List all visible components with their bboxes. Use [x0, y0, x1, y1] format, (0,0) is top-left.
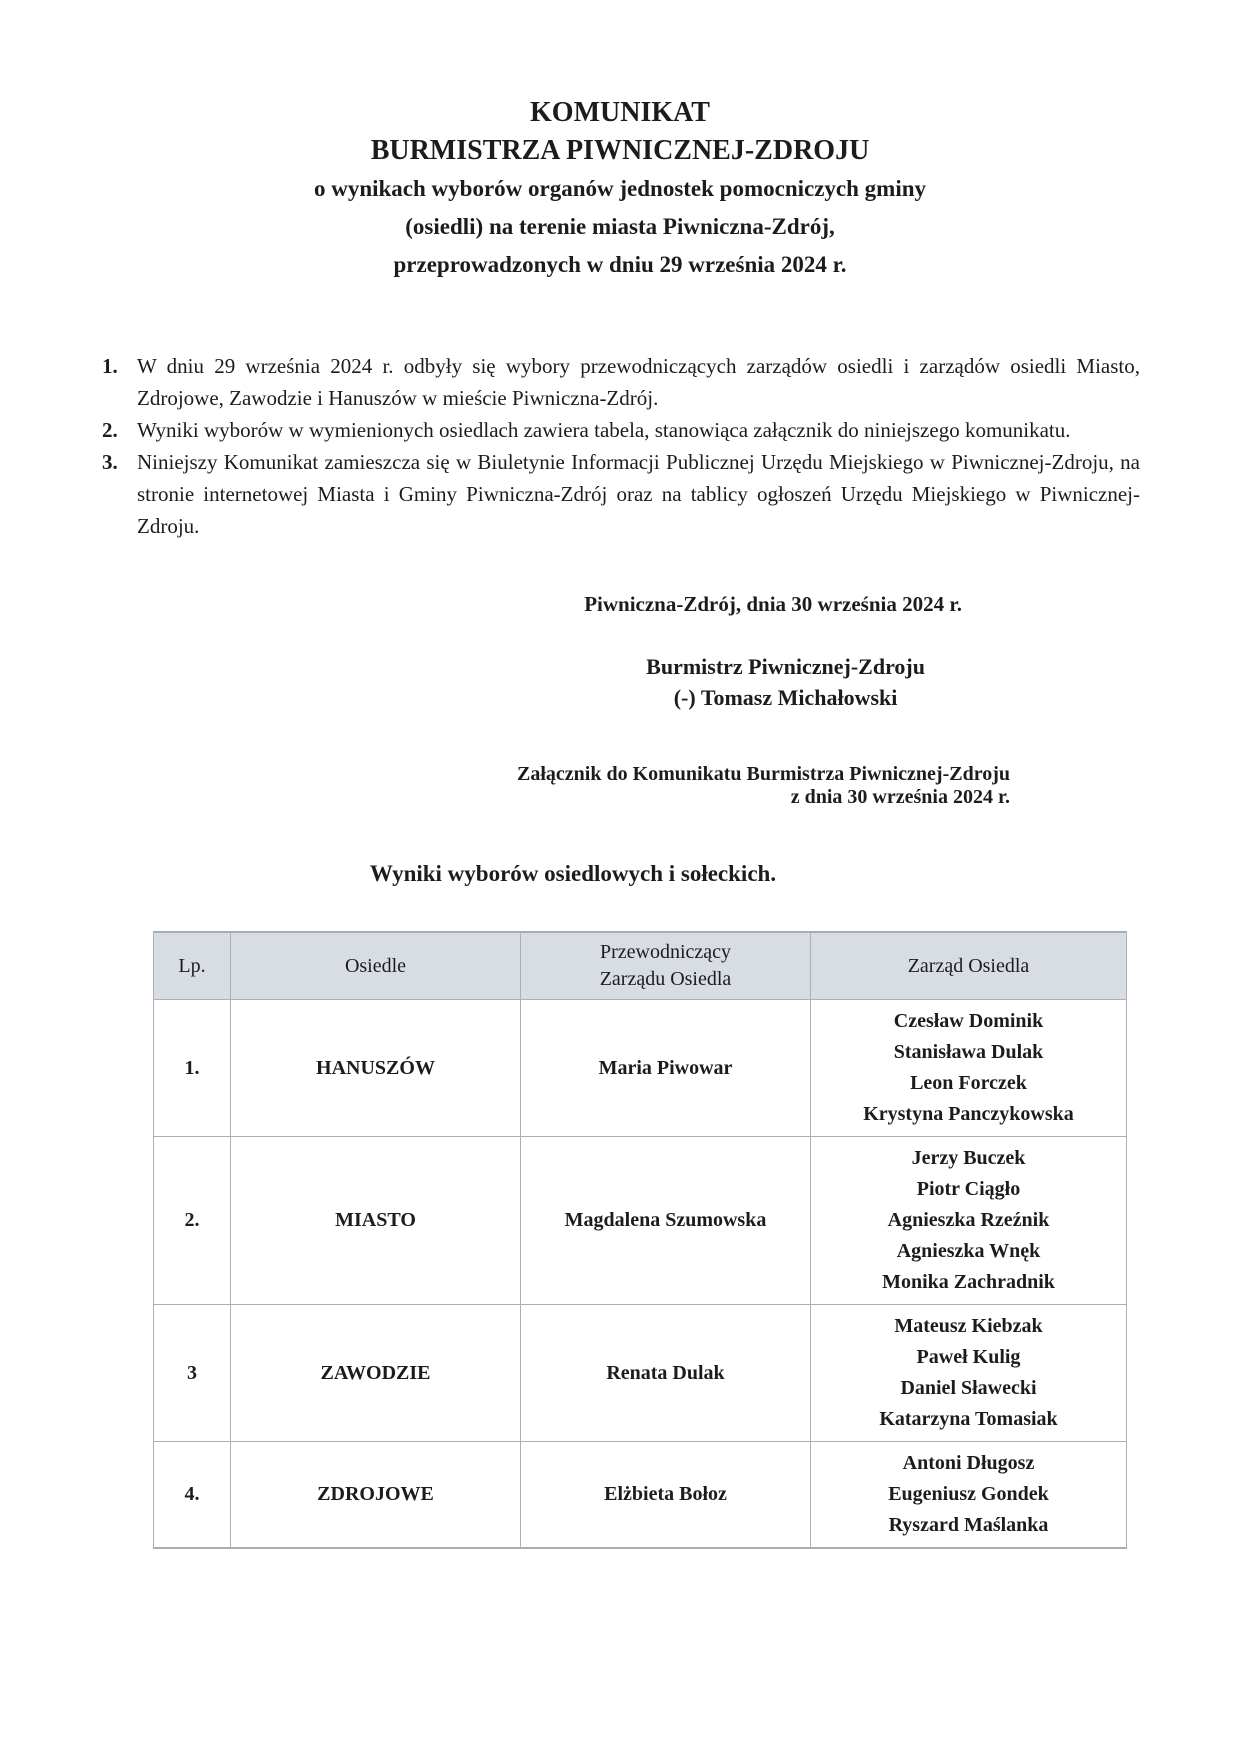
place-date-line: Piwniczna-Zdrój, dnia 30 września 2024 r.: [584, 592, 962, 616]
attachment-note-line2: z dnia 30 września 2024 r.: [790, 786, 1010, 808]
column-header-przewodniczacy: Przewodniczący Zarządu Osiedla: [521, 932, 811, 1000]
document-subtitle-line2: (osiedli) na terenie miasta Piwniczna-Zdrój,: [405, 214, 835, 239]
list-item-3: [100, 446, 1140, 542]
cell-osiedle: ZAWODZIE: [231, 1305, 521, 1442]
list-item-1-text: W dniu 29 września 2024 r. odbyły się wybory przewodniczących zarządów osiedli i zarządów osiedli Miasto, Zdrojowe, Zawodzie i Hanuszów w mieście Piwniczna-Zdrój.: [137, 354, 1140, 410]
list-item-1: [100, 350, 1140, 414]
cell-osiedle: HANUSZÓW: [231, 1000, 521, 1137]
results-heading: Wyniki wyborów osiedlowych i sołeckich.: [369, 861, 777, 886]
table-row: [154, 1305, 1127, 1442]
column-header-osiedle: Osiedle: [231, 932, 521, 1000]
cell-zarzad: Czesław Dominik Stanisława Dulak Leon Forczek Krystyna Panczykowska: [811, 1000, 1127, 1137]
list-item-1-number: 1.: [102, 354, 118, 378]
list-item-2-number: 2.: [102, 418, 118, 442]
list-item-2: [100, 414, 1140, 446]
cell-zarzad: Mateusz Kiebzak Paweł Kulig Daniel Sławecki Katarzyna Tomasiak: [811, 1305, 1127, 1442]
attachment-note: [100, 763, 1010, 809]
column-header-zarzad: Zarząd Osiedla: [811, 932, 1127, 1000]
document-title-line1: KOMUNIKAT: [530, 97, 710, 128]
document-title-line2: BURMISTRZA PIWNICZNEJ-ZDROJU: [370, 135, 870, 166]
results-table: [153, 931, 1127, 1549]
cell-lp: 3: [154, 1305, 231, 1442]
cell-lp: 2.: [154, 1137, 231, 1305]
table-row: [154, 1000, 1127, 1137]
document-subtitle-line1: o wynikach wyborów organów jednostek pomocniczych gminy: [313, 176, 927, 201]
signature-name: (-) Tomasz Michałowski: [673, 685, 898, 710]
numbered-list: [100, 350, 1140, 542]
cell-zarzad: Antoni Długosz Eugeniusz Gondek Ryszard Maślanka: [811, 1442, 1127, 1549]
signature-title: Burmistrz Piwnicznej-Zdroju: [646, 654, 925, 679]
cell-osiedle: ZDROJOWE: [231, 1442, 521, 1549]
table-row: [154, 1137, 1127, 1305]
cell-lp: 1.: [154, 1000, 231, 1137]
document-subtitle-line3: przeprowadzonych w dniu 29 września 2024 r.: [393, 252, 847, 277]
table-row: [154, 1442, 1127, 1549]
cell-przewodniczacy: Maria Piwowar: [521, 1000, 811, 1137]
list-item-2-text: Wyniki wyborów w wymienionych osiedlach zawiera tabela, stanowiąca załącznik do niniejszego komunikatu.: [137, 418, 1071, 442]
attachment-note-line1: Załącznik do Komunikatu Burmistrza Piwnicznej-Zdroju: [517, 763, 1010, 785]
cell-przewodniczacy: Elżbieta Bołoz: [521, 1442, 811, 1549]
cell-przewodniczacy: Renata Dulak: [521, 1305, 811, 1442]
cell-zarzad: Jerzy Buczek Piotr Ciągło Agnieszka Rzeźnik Agnieszka Wnęk Monika Zachradnik: [811, 1137, 1127, 1305]
cell-osiedle: MIASTO: [231, 1137, 521, 1305]
list-item-3-number: 3.: [102, 450, 118, 474]
cell-lp: 4.: [154, 1442, 231, 1549]
signature-block: [646, 651, 925, 713]
results-table-header: [154, 932, 1127, 1000]
list-item-3-text: Niniejszy Komunikat zamieszcza się w Biuletynie Informacji Publicznej Urzędu Miejskiego w Piwnicznej-Zdroju, na stronie internetowej Miasta i Gminy Piwniczna-Zdrój oraz na tablicy ogłoszeń Urzędu Miejskiego w Piwnicznej-Zdroju.: [137, 450, 1140, 538]
title-block: [100, 0, 1140, 284]
column-header-lp: Lp.: [154, 932, 231, 1000]
cell-przewodniczacy: Magdalena Szumowska: [521, 1137, 811, 1305]
